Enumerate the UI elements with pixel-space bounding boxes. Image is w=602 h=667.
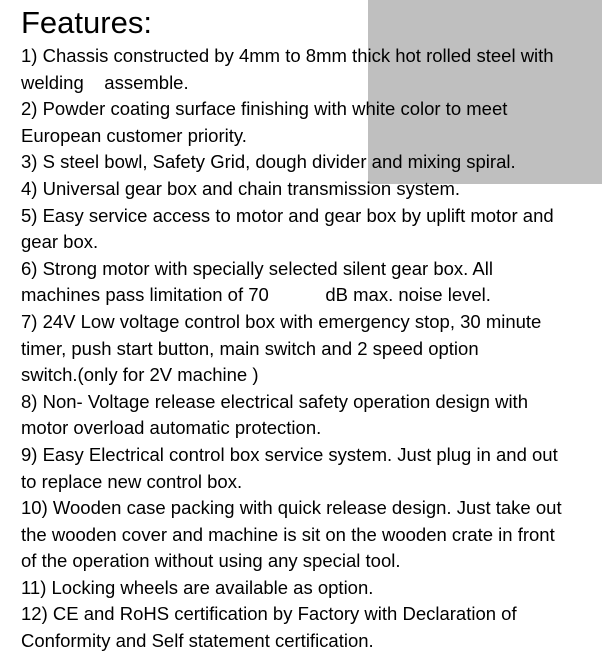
feature-item-10: 10) Wooden case packing with quick release design. Just take out the wooden cover and machine is sit on the wooden crate in front of the operation without using any special tool.: [21, 497, 562, 572]
feature-item-12: 12) CE and RoHS certification by Factory with Declaration of Conformity and Self statement certification.: [21, 603, 517, 652]
feature-item-11: 11) Locking wheels are available as option.: [21, 576, 374, 598]
feature-item-3: 3) S steel bowl, Safety Grid, dough divider and mixing spiral.: [21, 151, 516, 173]
feature-item-7: 7) 24V Low voltage control box with emergency stop, 30 minute timer, push start button, main switch and 2 speed option switch.(only for 2V machine ): [21, 310, 542, 386]
feature-item-4: 4) Universal gear box and chain transmission system.: [21, 177, 461, 199]
features-document: [21, 6, 599, 655]
feature-item-5: 5) Easy service access to motor and gear box by uplift motor and gear box.: [21, 204, 554, 253]
feature-item-8: 8) Non- Voltage release electrical safety operation design with motor overload automatic protection.: [21, 390, 528, 439]
feature-item-2: 2) Powder coating surface finishing with white color to meet European customer priority.: [21, 98, 508, 146]
feature-item-1: 1) Chassis constructed by 4mm to 8mm thick hot rolled steel with welding assemble.: [21, 45, 554, 93]
feature-item-6: 6) Strong motor with specially selected silent gear box. All machines pass limitation of 70 dB max. noise level.: [21, 257, 493, 306]
features-title: Features:: [21, 5, 152, 40]
feature-item-9: 9) Easy Electrical control box service system. Just plug in and out to replace new control box.: [21, 443, 558, 492]
